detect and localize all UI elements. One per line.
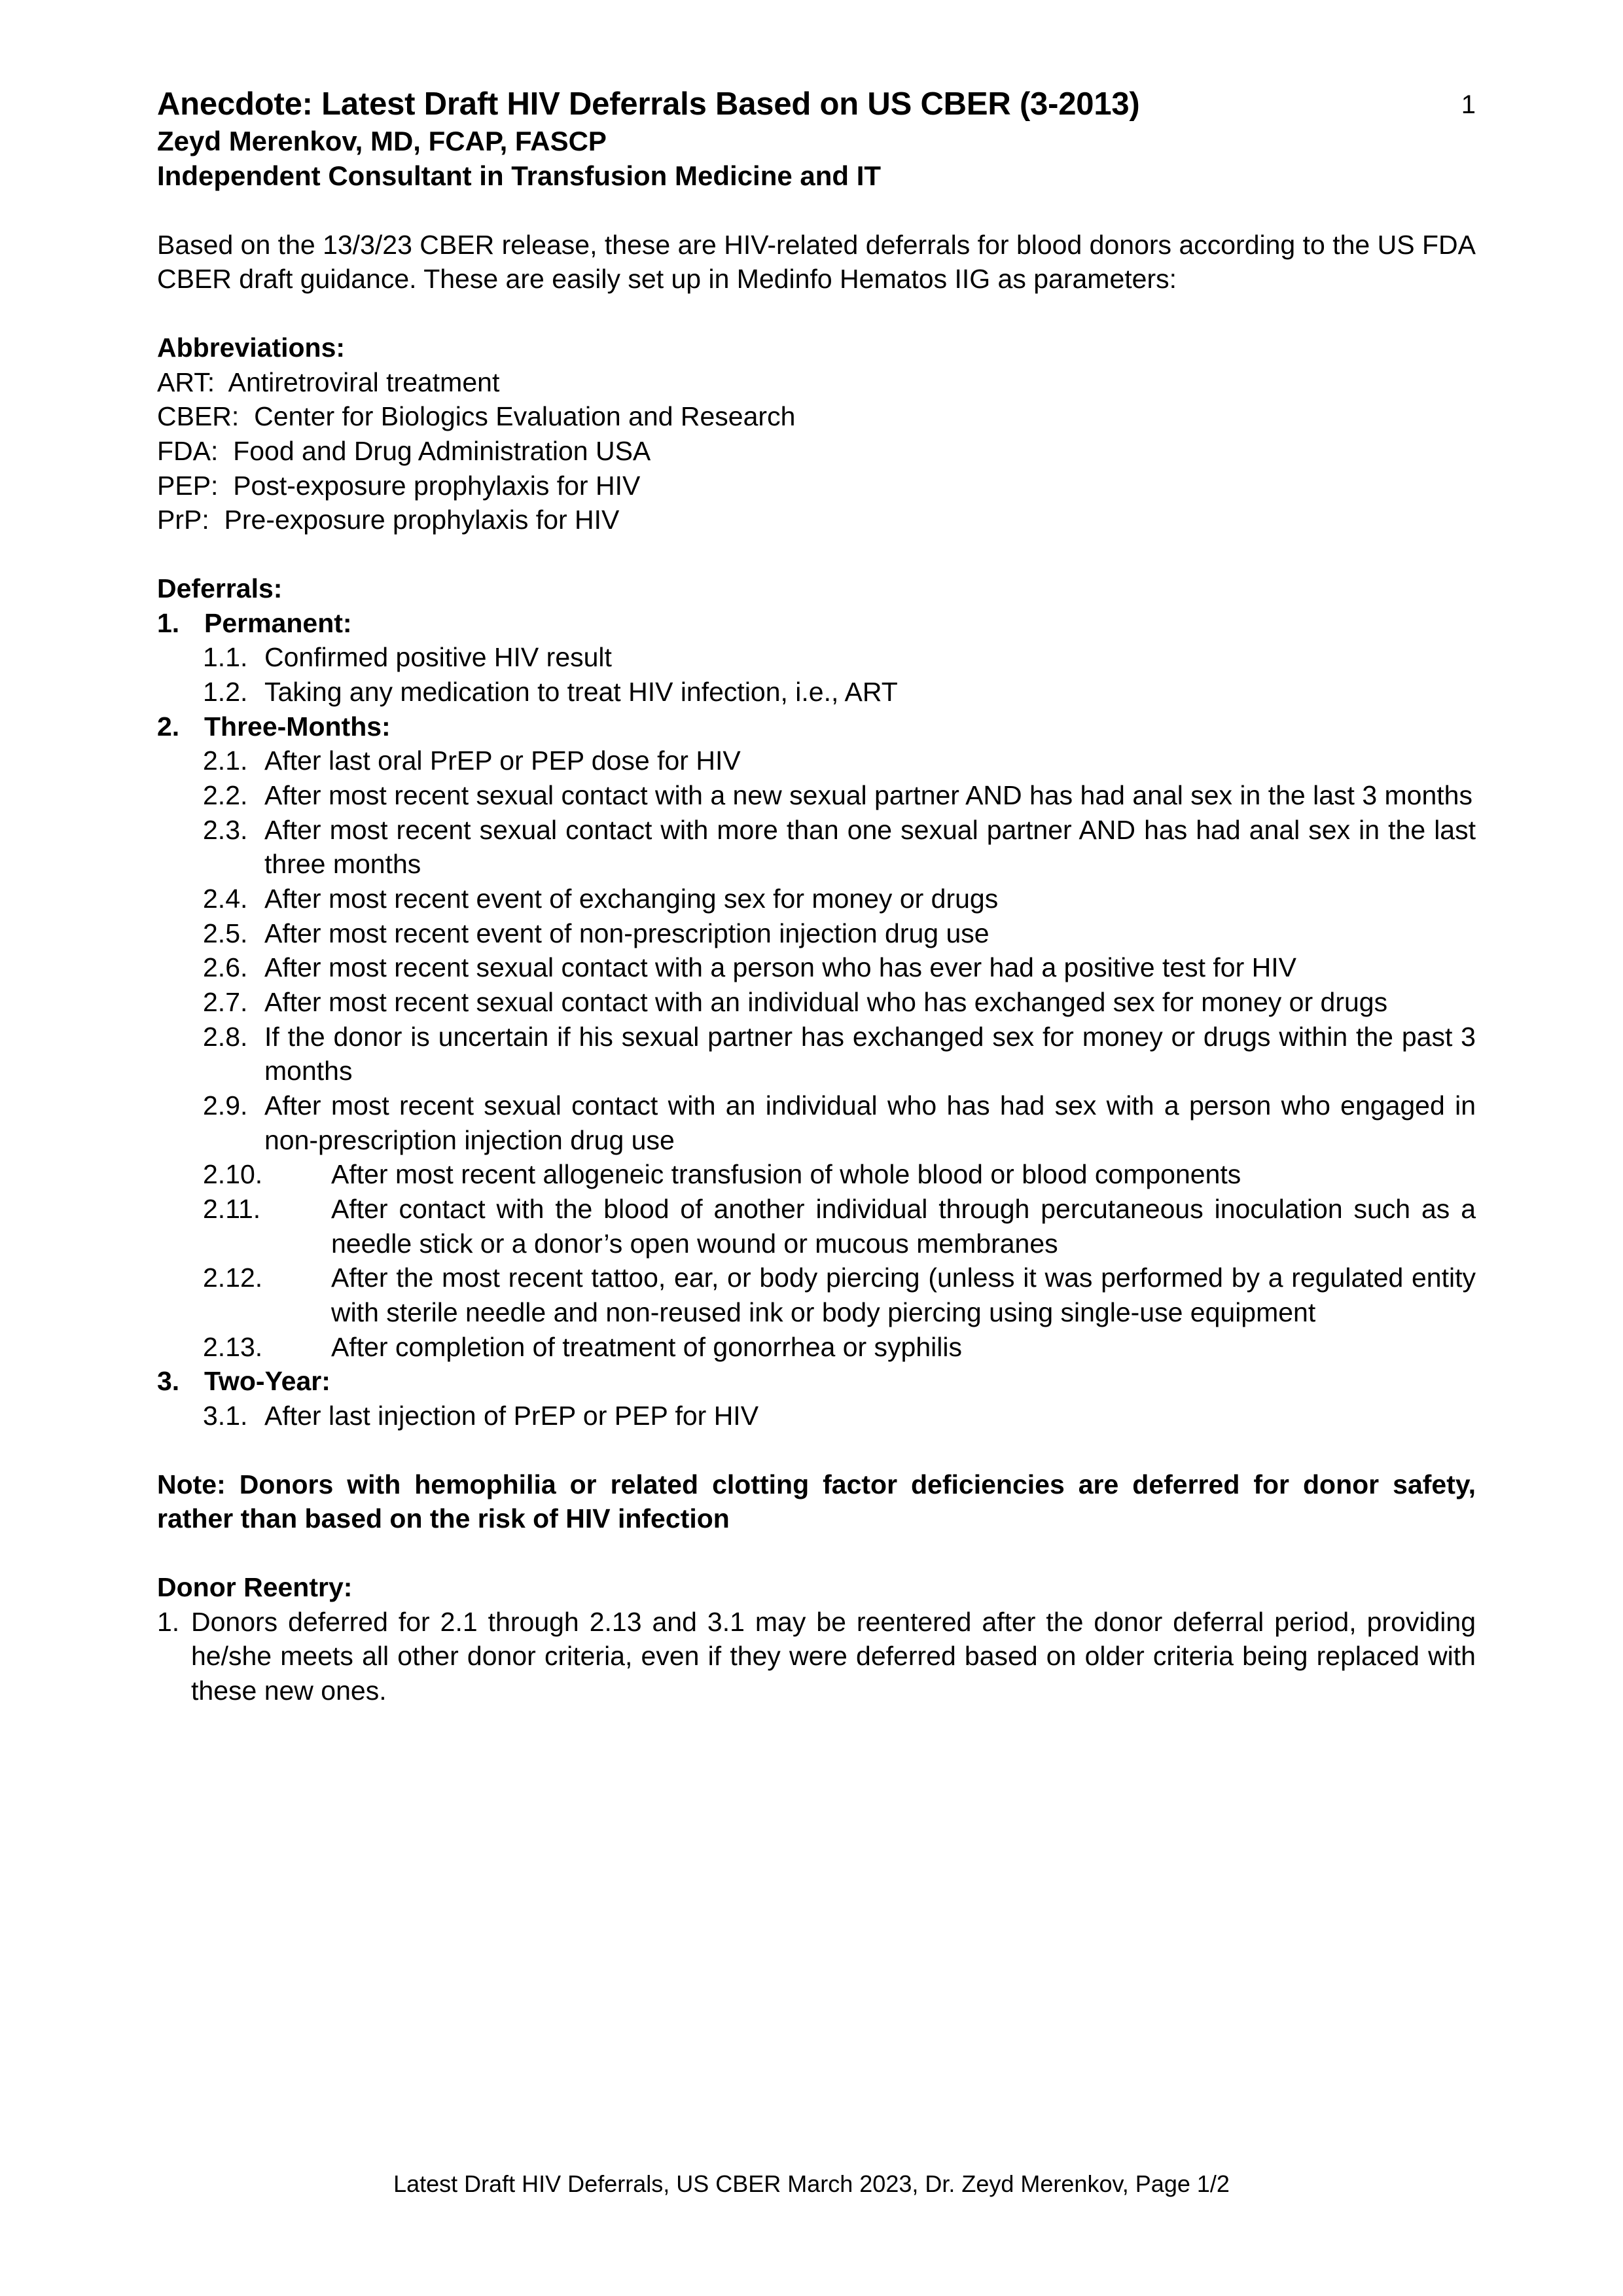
deferral-item (203, 675, 1476, 709)
item-number: 2.2. (203, 780, 248, 810)
deferral-item (203, 1088, 1476, 1157)
item-text: After most recent sexual contact with a new sexual partner AND has had anal sex in the last 3 months (264, 780, 1472, 810)
deferral-item (203, 985, 1476, 1020)
item-number: 2.7. (203, 987, 248, 1018)
author-line: Zeyd Merenkov, MD, FCAP, FASCP (157, 125, 607, 156)
deferral-item (203, 1399, 1476, 1433)
item-text: After most recent sexual contact with a person who has ever had a positive test for HIV (264, 952, 1296, 983)
item-number: 2.10. (203, 1159, 263, 1190)
deferral-item (203, 744, 1476, 778)
reentry-heading: Donor Reentry: (157, 1572, 353, 1603)
deferral-item (203, 882, 1476, 916)
item-text: After completion of treatment of gonorrhea or syphilis (331, 1331, 962, 1362)
item-text: If the donor is uncertain if his sexual partner has exchanged sex for money or drugs within the past 3 months (264, 1021, 1476, 1086)
page-footer: Latest Draft HIV Deferrals, US CBER March 2023, Dr. Zeyd Merenkov, Page 1/2 (393, 2170, 1230, 2197)
deferral-item (203, 916, 1476, 951)
item-text: Taking any medication to treat HIV infection, i.e., ART (264, 676, 898, 707)
item-text: After most recent event of non-prescription injection drug use (264, 918, 990, 948)
abbreviation-item: PEP: Post-exposure prophylaxis for HIV (157, 470, 641, 501)
group-label: Two-Year: (204, 1366, 330, 1397)
item-number: 2.3. (203, 814, 248, 845)
deferrals-heading: Deferrals: (157, 573, 283, 603)
group-number: 3. (157, 1366, 180, 1397)
item-text: After most recent sexual contact with an individual who has had sex with a person who engaged in non-prescription injection drug use (264, 1090, 1476, 1155)
item-text: After last oral PrEP or PEP dose for HIV (264, 745, 741, 776)
item-number: 1.2. (203, 676, 248, 707)
item-text: After contact with the blood of another individual through percutaneous inoculation such as a needle stick or a donor’s open wound or mucous membranes (331, 1194, 1476, 1259)
deferral-item (203, 1157, 1476, 1192)
abbreviation-item: CBER: Center for Biologics Evaluation and Research (157, 401, 796, 432)
group-label: Three-Months: (204, 711, 391, 742)
intro-paragraph: Based on the 13/3/23 CBER release, these are HIV-related deferrals for blood donors according to the US FDA CBER draft guidance. These are easily set up in Medinfo Hematos IIG as parameters: (157, 229, 1476, 295)
spacer (157, 194, 1476, 228)
item-number: 2.6. (203, 952, 248, 983)
item-number: 3.1. (203, 1401, 248, 1431)
deferral-item (203, 950, 1476, 985)
item-number: 2.11. (203, 1194, 261, 1225)
deferral-item (203, 1192, 1476, 1261)
abbreviation-item: PrP: Pre-exposure prophylaxis for HIV (157, 505, 620, 535)
item-number: 2.1. (203, 745, 248, 776)
item-text: After most recent sexual contact with more than one sexual partner AND has had anal sex in the last three months (264, 814, 1476, 880)
deferral-item (203, 1330, 1476, 1365)
item-number: 2.12. (203, 1263, 263, 1293)
spacer (157, 537, 1476, 571)
item-number: 2.9. (203, 1090, 248, 1121)
spacer (157, 1433, 1476, 1467)
item-text: After most recent allogeneic transfusion of whole blood or blood components (331, 1159, 1241, 1190)
item-number: 2.4. (203, 884, 248, 914)
spacer (157, 1536, 1476, 1570)
deferral-group-heading (157, 709, 1476, 744)
abbreviation-item: FDA: Food and Drug Administration USA (157, 435, 651, 466)
deferral-item (203, 1020, 1476, 1088)
item-text: After last injection of PrEP or PEP for HIV (264, 1401, 759, 1431)
item-text: After most recent event of exchanging sex for money or drugs (264, 884, 999, 914)
item-text: Confirmed positive HIV result (264, 642, 612, 673)
deferral-item (203, 640, 1476, 675)
affiliation-line: Independent Consultant in Transfusion Medicine and IT (157, 160, 882, 191)
group-number: 2. (157, 711, 180, 742)
page-number: 1 (1461, 90, 1476, 119)
page-title: Anecdote: Latest Draft HIV Deferrals Based on US CBER (3-2013) (157, 86, 1140, 122)
deferral-group-heading (157, 1364, 1476, 1399)
deferral-item (203, 1261, 1476, 1329)
deferral-item (203, 778, 1476, 813)
abbreviation-item: ART: Antiretroviral treatment (157, 367, 500, 397)
item-number: 1.1. (203, 642, 248, 673)
item-number: 1. (157, 1606, 180, 1637)
item-text: After the most recent tattoo, ear, or body piercing (unless it was performed by a regulated entity with sterile needle and non-reused ink or body piercing using single-use equipment (331, 1263, 1476, 1328)
group-number: 1. (157, 607, 180, 638)
item-number: 2.8. (203, 1021, 248, 1052)
abbreviations-heading: Abbreviations: (157, 332, 346, 363)
item-number: 2.13. (203, 1331, 263, 1362)
spacer (157, 296, 1476, 331)
group-label: Permanent: (204, 607, 352, 638)
note-block: Note: Donors with hemophilia or related clotting factor deficiencies are deferred for donor safety, rather than based on the risk of HIV infection (157, 1469, 1476, 1534)
item-text: Donors deferred for 2.1 through 2.13 and 3.1 may be reentered after the donor deferral period, providing he/she meets all other donor criteria, even if they were deferred based on older criteria being replaced with these new ones. (191, 1606, 1476, 1706)
item-number: 2.5. (203, 918, 248, 948)
deferral-group-heading (157, 606, 1476, 641)
item-text: After most recent sexual contact with an individual who has exchanged sex for money or drugs (264, 987, 1388, 1018)
reentry-item (157, 1605, 1476, 1708)
deferral-item (203, 813, 1476, 882)
